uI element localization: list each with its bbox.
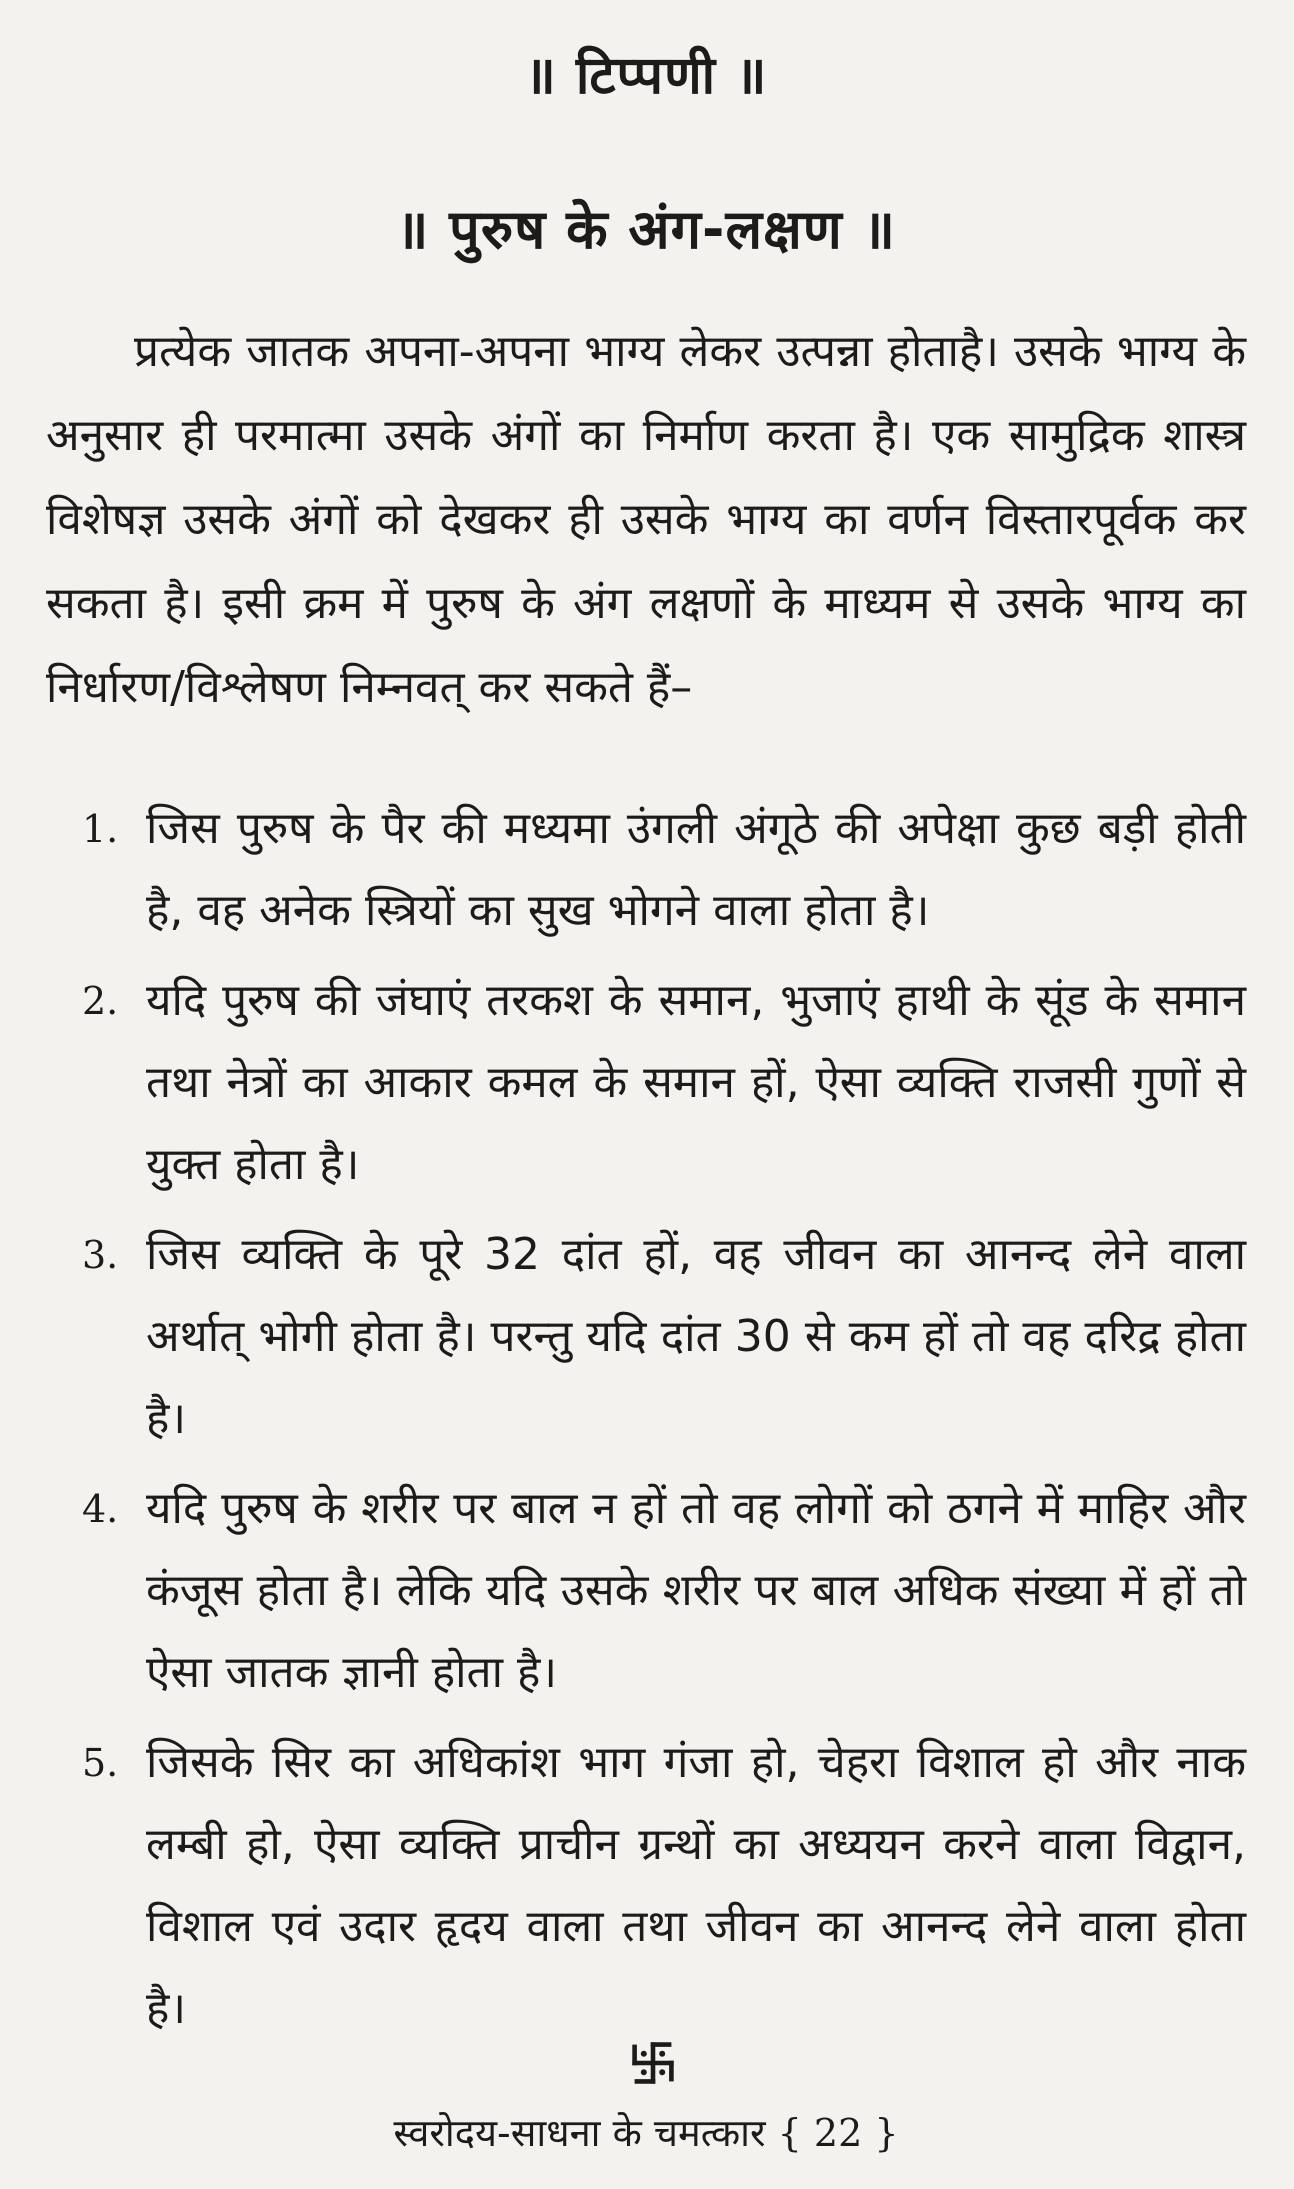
page-title: ॥ टिप्पणी ॥ <box>524 46 768 106</box>
list-item <box>46 1468 1246 1714</box>
list-item <box>46 1722 1246 2050</box>
page-number: { 22 } <box>777 2111 899 2155</box>
list-item-text: जिस पुरुष के पैर की मध्यमा उंगली अंगूठे की अपेक्षा कुछ बड़ी होती है, वह अनेक स्त्रियों का सुख भोगने वाला होता है। <box>146 803 1246 936</box>
list-item-number: 4. <box>82 1487 119 1531</box>
list-item <box>46 788 1246 952</box>
points-list <box>46 788 1246 2058</box>
list-item-number: 3. <box>82 1233 119 1277</box>
list-item <box>46 1214 1246 1460</box>
intro-paragraph: प्रत्येक जातक अपना-अपना भाग्य लेकर उत्पन्ना होताहै। उसके भाग्य के अनुसार ही परमात्मा उसके अंगों का निर्माण करता है। एक सामुद्रिक शास्त्र विशेषज्ञ उसके अंगों को देखकर ही उसके भाग्य का वर्णन विस्तारपूर्वक कर सकता है। इसी क्रम में पुरुष के अंग लक्षणों के माध्यम से उसके भाग्य का निर्धारण/विश्लेषण निम्नवत् कर सकते हैं– <box>46 326 1246 713</box>
list-item-text: यदि पुरुष की जंघाएं तरकश के समान, भुजाएं हाथी के सूंड के समान तथा नेत्रों का आकार कमल के समान हों, ऐसा व्यक्ति राजसी गुणों से युक्त होता है। <box>146 975 1246 1190</box>
section-title: ॥ पुरुष के अंग-लक्षण ॥ <box>396 198 896 261</box>
list-item-text: जिस व्यक्ति के पूरे 32 दांत हों, वह जीवन का आनन्द लेने वाला अर्थात् भोगी होता है। परन्तु यदि दांत 30 से कम हों तो वह दरिद्र होता है। <box>146 1229 1246 1444</box>
page-footer <box>46 2106 1246 2158</box>
list-item-text: यदि पुरुष के शरीर पर बाल न हों तो वह लोगों को ठगने में माहिर और कंजूस होता है। लेकि यदि उसके शरीर पर बाल अधिक संख्या में हों तो ऐसा जातक ज्ञानी होता है। <box>146 1483 1246 1698</box>
swastika-icon <box>630 2040 676 2086</box>
list-item <box>46 960 1246 1206</box>
list-item-number: 1. <box>82 807 119 851</box>
page <box>46 30 1246 2160</box>
book-title: स्वरोदय-साधना के चमत्कार <box>393 2111 766 2155</box>
list-item-number: 5. <box>82 1741 119 1785</box>
list-item-number: 2. <box>82 979 119 1023</box>
list-item-text: जिसके सिर का अधिकांश भाग गंजा हो, चेहरा विशाल हो और नाक लम्बी हो, ऐसा व्यक्ति प्राचीन ग्रन्थों का अध्ययन करने वाला विद्वान, विशाल एवं उदार हृदय वाला तथा जीवन का आनन्द लेने वाला होता है। <box>146 1737 1246 2034</box>
